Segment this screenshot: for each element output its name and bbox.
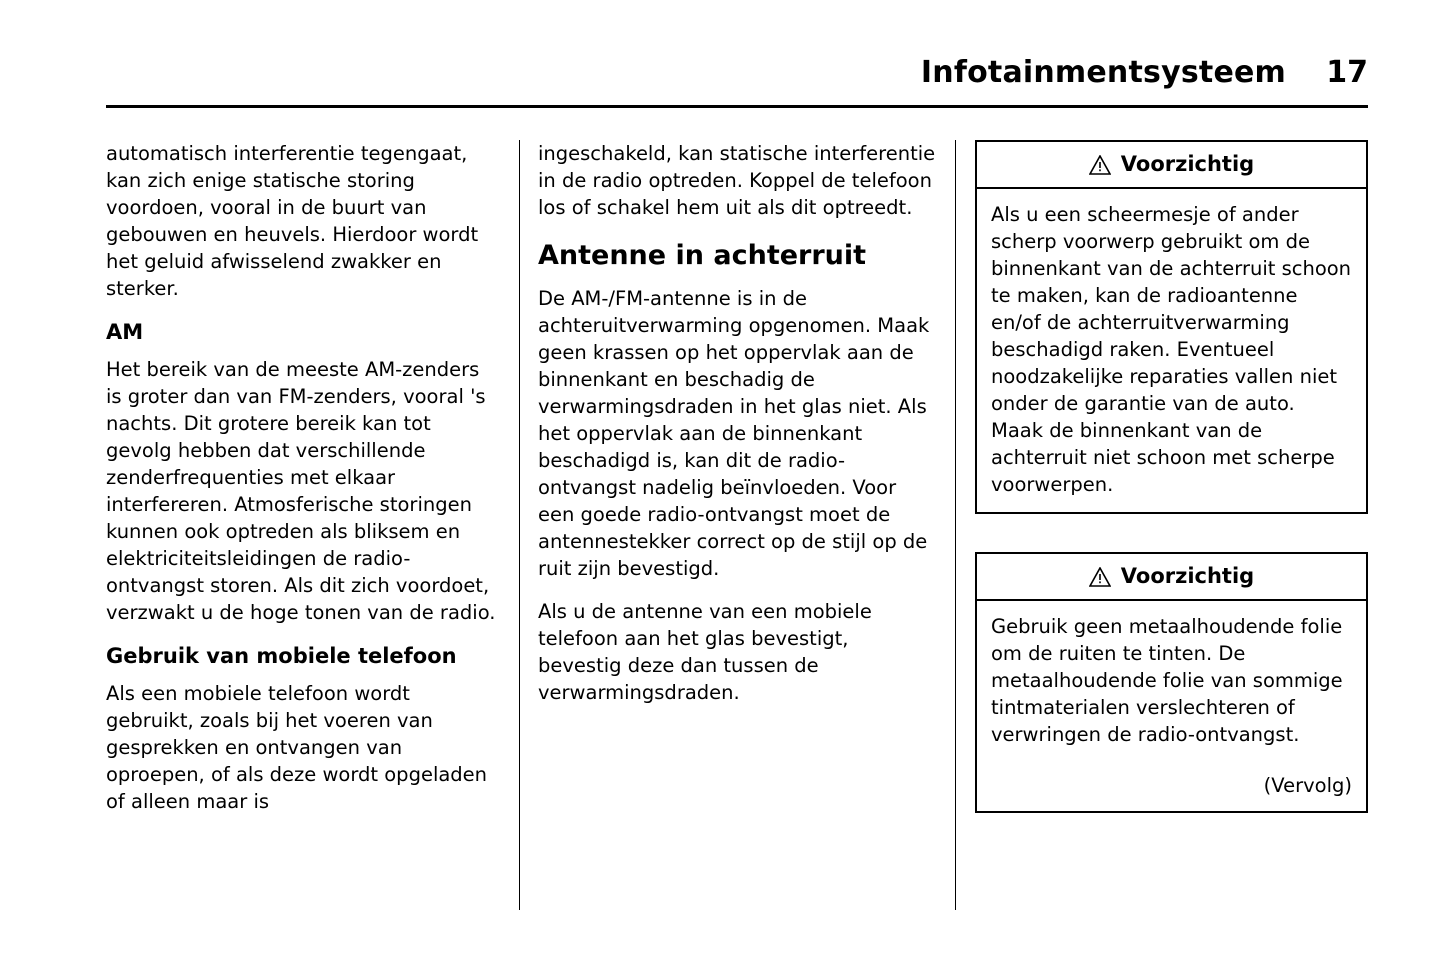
section-title-antenna: Antenne in achterruit [538, 240, 867, 271]
heading-mobile-phone: Gebruik van mobiele telefoon [106, 644, 457, 668]
paragraph-continued: automatisch interferentie tegengaat, kan zich enige statische storing voordoen, vooral in de buurt van gebouwen en heuvels. Hierdoor wordt het geluid afwisselend zwakker en sterker. [106, 142, 479, 300]
header-rule [106, 105, 1368, 108]
caution-box-1-body [977, 189, 1366, 512]
caution-box-2-text: Gebruik geen metaalhoudende folie om de ruiten te tinten. De metaalhoudende folie van sommige tintmaterialen verslechteren of verwringen de radio-ontvangst. [991, 615, 1343, 746]
column-divider-2 [955, 140, 956, 910]
paragraph-am: Het bereik van de meeste AM-zenders is groter dan van FM-zenders, vooral 's nachts. Dit grotere bereik kan tot gevolg hebben dat verschillende zenderfrequenties met elkaar interfereren. Atmosferische storingen kunnen ook optreden als bliksem en elektriciteitsleidingen de radio-ontvangst storen. Als dit zich voordoet, verzwakt u de hoge tonen van de radio. [106, 358, 496, 624]
warning-triangle-icon [1089, 155, 1111, 175]
caution-box-1-header [977, 142, 1366, 189]
caution-box-1 [975, 140, 1368, 514]
caution-box-2 [975, 552, 1368, 813]
caution-box-2-title: Voorzichtig [1120, 564, 1255, 588]
page-header [106, 55, 1368, 90]
paragraph-mobile-phone-continued: ingeschakeld, kan statische interferentie in de radio optreden. Koppel de telefoon los of schakel hem uit als dit optreedt. [538, 142, 936, 219]
caution-box-1-title: Voorzichtig [1120, 152, 1255, 176]
heading-am: AM [106, 320, 144, 344]
paragraph-mobile-phone: Als een mobiele telefoon wordt gebruikt, zoals bij het voeren van gesprekken en ontvangen van oproepen, of als deze wordt opgeladen of alleen maar is [106, 682, 488, 813]
paragraph-antenna-1: De AM-/FM-antenne is in de achteruitverwarming opgenomen. Maak geen krassen op het oppervlak aan de binnenkant en beschadig de verwarmingsdraden in het glas niet. Als het oppervlak aan de binnenkant beschadigd is, kan dit de radio-ontvangst nadelig beïnvloeden. Voor een goede radio-ontvangst moet de antennestekker correct op de stijl op de ruit zijn bevestigd. [538, 287, 930, 580]
caution-box-2-continued: (Vervolg) [1263, 774, 1352, 797]
paragraph-antenna-2: Als u de antenne van een mobiele telefoon aan het glas bevestigt, bevestig deze dan tussen de verwarmingsdraden. [538, 600, 872, 704]
caution-box-2-body [977, 601, 1366, 762]
text-column-1 [106, 140, 496, 831]
caution-box-2-header [977, 554, 1366, 601]
page-title: Infotainmentsysteem [920, 55, 1286, 90]
page-number: 17 [1326, 55, 1368, 90]
warning-triangle-icon [1089, 567, 1111, 587]
text-column-2 [538, 140, 936, 722]
caution-box-1-text: Als u een scheermesje of ander scherp voorwerp gebruikt om de binnenkant van de achterruit schoon te maken, kan de radioantenne en/of de achterruitverwarming beschadigd raken. Eventueel noodzakelijke reparaties vallen niet onder de garantie van de auto. Maak de binnenkant van de achterruit niet schoon met scherpe voorwerpen. [991, 203, 1352, 496]
column-divider-1 [519, 140, 520, 910]
caution-column [975, 140, 1368, 851]
